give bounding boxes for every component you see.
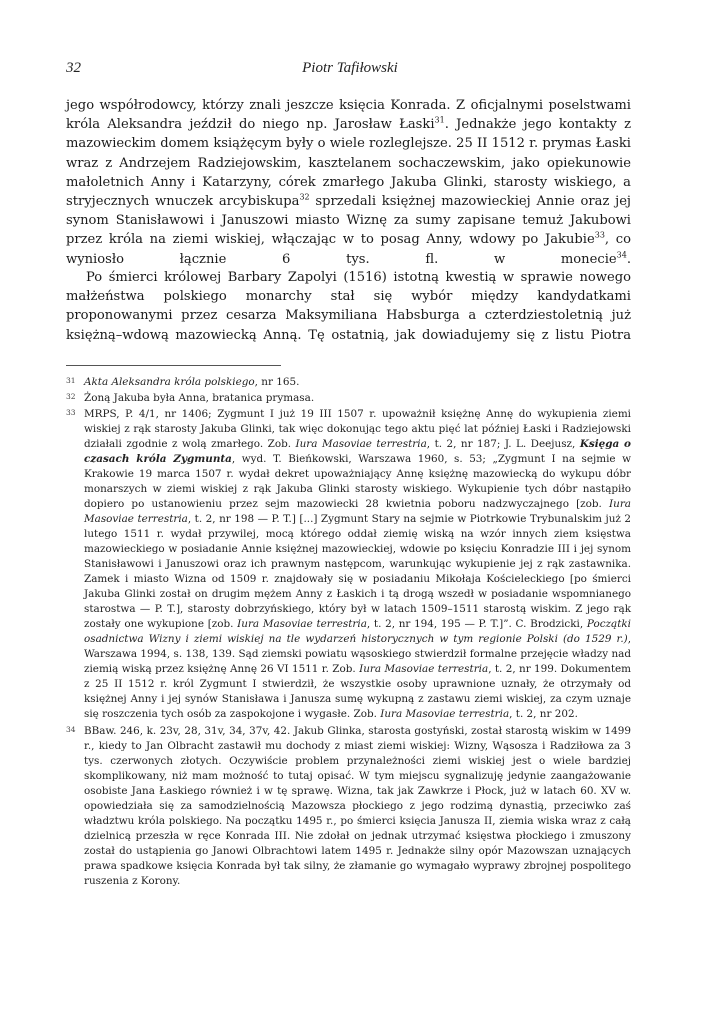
footnote-33-italic-d: Iura Masoviae terrestria <box>237 618 367 630</box>
footnote-33-text-h: , t. 2, nr 202. <box>509 708 578 720</box>
paragraph-1-part-3: sprzedali księżnej mazowieckiej Annie oraz jej synom Stanisławowi i Januszowi miasto Wiznę za sumy zapisane temuż Jakubowi przez króla na ziemi wiskiej, włączając w to posag Anny, wdowy po Jakubie <box>66 194 631 248</box>
paragraph-1-part-1: jego współrodowcy, którzy znali jeszcze księcia Konrada. Z oficjalnymi poselstwami króla Aleksandra jeździł do niego np. Jarosław Łaski <box>66 98 631 133</box>
paragraph-1-part-4: , co wyniosło łącznie 6 tys. fl. w monecie <box>66 232 631 267</box>
footnote-ref-34[interactable]: 34 <box>616 250 627 260</box>
footnote-33-text-e: , t. 2, nr 194, 195 — P. T.]”. C. Brodzicki, <box>366 618 587 630</box>
footnote-number: 32 <box>66 392 76 401</box>
footnote-31 <box>66 375 631 390</box>
footnote-33-italic-f: Iura Masoviae terrestria <box>359 663 489 675</box>
footnote-34-text: BBaw. 246, k. 23v, 28, 31v, 34, 37v, 42. Jakub Glinka, starosta gostyński, został starostą wiskim w 1499 r., kiedy to Jan Olbracht zastawił mu dochody z miast ziemi wiskiej: Wizny, Wąsosza i Radziłowa za 3 tys. czerwonych złotych. Oczywiście problem przynależności ziemi wiskiej jest o wiele bardziej skomplikowany, niż mam możność to tutaj opisać. W tym miejscu sygnalizuję jedynie zaangażowanie osobiste Jana Łaskiego również i w tę sprawę. Wizna, tak jak Zawkrze i Płock, już w latach 60. XV w. opowiedziała się za samodzielnością Mazowsza płockiego z jego rodzimą dynastią, przeciwko zaś władztwu króla polskiego. Na początku 1495 r., po śmierci księcia Janusza II, ziemia wiska wraz z całą dzielnicą przeszła w ręce Konrada III. Nie zdołał on jednak utrzymać księstwa płockiego i zmuszony został do ustąpienia go Janowi Olbrachtowi latem 1495 r. Jednakże silny opór Mazowszan uznających prawa spadkowe księcia Konrada był tak silny, że złamanie go wymagało wyprawy zbrojnej pospolitego ruszenia z Korony. <box>84 725 631 887</box>
body-paragraph-2: Po śmierci królowej Barbary Zapolyi (1516) istotną kwestią w sprawie nowego małżeństwa polskiego monarchy stał się wybór między kandydatkami proponowanymi przez cesarza Maksymiliana Habsburga a czterdziestoletnią już księżną–wdową mazowiecką Anną. Tę ostatnią, jak dowiadujemy się z listu Piotra <box>66 270 631 343</box>
page-number: 32 <box>66 60 81 76</box>
running-head-author: Piotr Tafiłowski <box>302 60 398 76</box>
body-paragraph-1 <box>66 96 631 269</box>
footnote-33-italic-e: Początki osadnictwa Wizny i ziemi wiskiej na tle wydarzeń historycznych w tym regionie Polski (do 1529 r.) <box>84 618 631 645</box>
footnote-33-text-a: MRPS, P. 4/1, nr 1406; Zygmunt I już 19 III 1507 r. upoważnił księżnę Annę do wykupienia ziemi wiskiej z rąk starosty Jakuba Glinki, tak więc dokonując tego aktu pięć lat później Łaski i Radziejowski działali zgodnie z wolą zmarłego. Zob. <box>84 408 631 450</box>
footnote-ref-31[interactable]: 31 <box>434 115 445 125</box>
paragraph-1-part-5: . <box>626 251 631 267</box>
footnote-number: 31 <box>66 376 76 385</box>
footnote-33-text-d: , t. 2, nr 198 — P. T.] [...] Zygmunt Stary na sejmie w Piotrkowie Trybunalskim już 2 lutego 1511 r. wydał przywilej, mocą którego oddał ziemię wiską na wzór innych ziem księstwa mazowieckiego w posiadanie Annie księżnej mazowieckiej, wdowie po księciu Konradzie III i jej synom Stanisławowi i Januszowi oraz ich prawnym następcom, warunkując wykupienie jej z rąk zastawnika. Zamek i miasto Wizna od 1509 r. znajdowały się w posiadaniu Mikołaja Kościeleckiego [po śmierci Jakuba Glinki został on drugim mężem Anny z Łaskich i tą drogą wszedł w posiadanie wspomnianego starostwa — P. T.], starosty dobrzyńskiego, który był w latach 1509–1511 starostą wiskim. Z jego rąk zostały one wykupione [zob. <box>84 513 632 630</box>
footnote-33-italic-b: Księga o czasach króla Zygmunta <box>84 438 631 465</box>
footnote-33-text-f: , Warszawa 1994, s. 138, 139. Sąd ziemski powiatu wąsoskiego stwierdził formalne przejęcie władzy nad ziemią wiską przez księżnę Annę 26 VI 1511 r. Zob. <box>84 633 631 675</box>
footnote-ref-33[interactable]: 33 <box>594 231 605 241</box>
footnote-32-text: Żoną Jakuba była Anna, bratanica prymasa. <box>84 392 315 404</box>
paragraph-1-part-2: . Jednakże jego kontakty z mazowieckim domem książęcym były o wiele rozleglejsze. 25 II 1512 r. prymas Łaski wraz z Andrzejem Radziejowskim, kasztelanem sochaczewskim, jako opiekunowie małoletnich Anny i Katarzyny, córek zmarłego Jakuba Glinki, starosty wiskiego, a stryjecznych wnuczek arcybiskupa <box>66 117 631 210</box>
footnote-33-text-g: , t. 2, nr 199. Dokumentem z 25 II 1512 r. król Zygmunt I stwierdził, że wszystkie osoby uprawnione uznały, że otrzymały od księżnej Anny i jej synów Stanisława i Janusza sumę wykupną z zastawu ziemi wiskiej, za czym uznaje się roszczenia tych osób za zaspokojone i wygasłe. Zob. <box>84 663 631 720</box>
footnote-31-text: , nr 165. <box>254 376 300 388</box>
footnote-33-italic-g: Iura Masoviae terrestria <box>380 708 510 720</box>
footnote-ref-32[interactable]: 32 <box>299 192 310 202</box>
footnotes <box>66 375 631 890</box>
footnote-33-text-c: , wyd. T. Bieńkowski, Warszawa 1960, s. 53; „Zygmunt I na sejmie w Krakowie 19 marca 1507 r. wydał dekret upoważniający Annę księżnę mazowiecką do wykupu dóbr monarszych w ziemi wiskiej z rąk Jakuba Glinki starosty wiskiego. Wykupienie tych dóbr nastąpiło dopiero po ustanowieniu przez sejm mazowiecki 28 kwietnia poboru nadzwyczajnego [zob. <box>84 453 631 510</box>
footnote-33 <box>66 407 631 722</box>
footnote-number: 33 <box>66 408 76 417</box>
footnote-33-italic-c: Iura Masoviae terrestria <box>84 498 631 525</box>
footnote-31-italic: Akta Aleksandra króla polskiego <box>84 376 255 388</box>
footnote-separator <box>66 365 281 366</box>
footnote-33-italic-a: Iura Masoviae terrestria <box>295 438 427 450</box>
footnote-33-text-b: , t. 2, nr 187; J. L. Deejusz, <box>426 438 580 450</box>
footnote-34 <box>66 724 631 889</box>
footnote-number: 34 <box>66 725 76 734</box>
footnote-32 <box>66 391 631 406</box>
